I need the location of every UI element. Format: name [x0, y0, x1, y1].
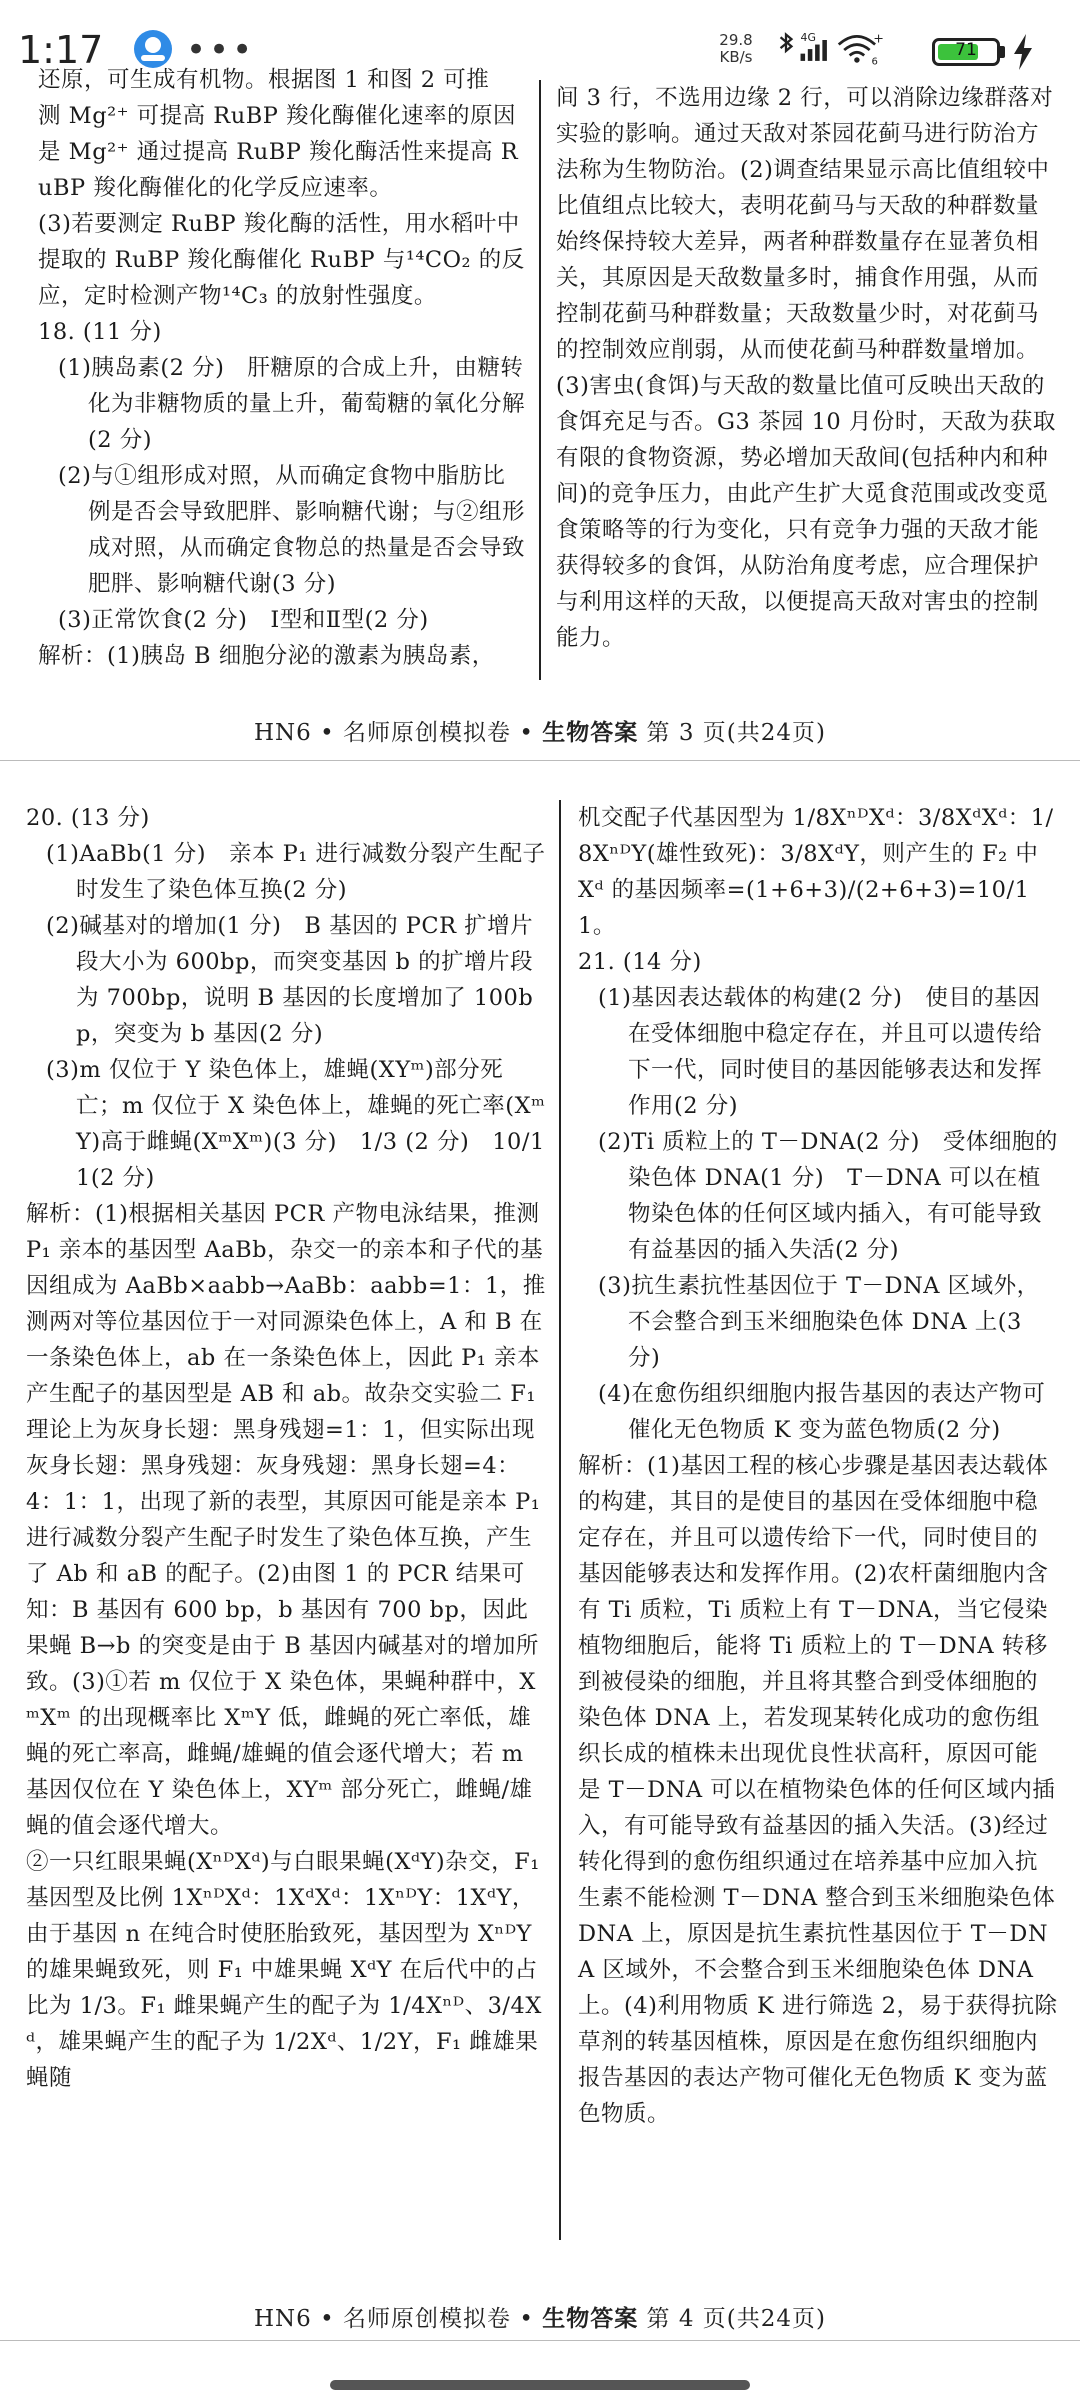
battery-level: 71	[955, 40, 977, 60]
answer-item: (1)AaBb(1 分) 亲本 P₁ 进行减数分裂产生配子时发生了染色体互换(2 分)	[46, 841, 546, 903]
cellular-signal-icon	[801, 31, 827, 61]
document-page-3	[0, 67, 1080, 760]
page-separator	[0, 760, 1080, 761]
signal-type-label: 4G	[800, 30, 816, 44]
page4-left-column	[26, 800, 546, 2096]
answer-item: (2)与①组形成对照，从而确定食物中脂肪比例是否会导致肥胖、影响糖代谢；与②组形成对照，从而确定食物总的热量是否会导致肥胖、影响糖代谢(3 分)	[58, 463, 526, 597]
column-divider	[559, 800, 561, 2240]
wifi-icon	[839, 31, 884, 68]
footer-suffix: 第 4 页(共24页)	[638, 2306, 826, 2332]
network-speed-unit: KB/s	[719, 48, 753, 66]
analysis-text: 解析：(1)胰岛 B 细胞分泌的激素为胰岛素，	[38, 643, 495, 669]
column-divider	[539, 80, 541, 680]
svg-text:+: +	[873, 30, 884, 46]
analysis-text: 解析：(1)根据相关基因 PCR 产物电泳结果，推测 P₁ 亲本的基因型 AaBb，杂交一的亲本和子代的基因组成为 AaBb×aabb→AaBb：aabb=1：1，推测两对等位基因位于一对同源染色体上，A 和 B 在一条染色体上，ab 在一条染色体上，因此 P₁ 亲本产生配子的基因型是 AB 和 ab。故杂交实验二 F₁ 理论上为灰身长翅：黑身残翅=1：1，但实际出现灰身长翅：黑身残翅：灰身残翅：黑身长翅=4：4：1：1，出现了新的表型，其原因可能是亲本 P₁ 进行减数分裂产生配子时发生了染色体互换，产生了 Ab 和 aB 的配子。(2)由图 1 的 PCR 结果可知：B 基因有 600 bp，b 基因有 700 bp，因此果蝇 B→b 的突变是由于 B 基因内碱基对的增加所致。(3)①若 m 仅位于 X 染色体，果蝇种群中，XᵐXᵐ 的出现概率比 XᵐY 低，雌蝇的死亡率低，雄蝇的死亡率高，雌蝇/雄蝇的值会逐代增大；若 m 基因仅位在 Y 染色体上，XYᵐ 部分死亡，雌蝇/雄蝇的值会逐代增大。	[26, 1201, 546, 1839]
footer-bold: 生物答案	[542, 720, 639, 746]
question-heading: 18. (11 分)	[38, 319, 162, 345]
clock: 1:17	[18, 28, 104, 72]
paragraph: 测 Mg²⁺ 可提高 RuBP 羧化酶催化速率的原因是 Mg²⁺ 通过提高 RuBP 羧化酶活性来提高 RuBP 羧化酶催化的化学反应速率。	[38, 103, 519, 201]
charging-bolt-icon	[1012, 34, 1034, 70]
network-speed	[712, 32, 760, 66]
answer-item: (4)在愈伤组织细胞内报告基因的表达产物可催化无色物质 K 变为蓝色物质(2 分)	[598, 1381, 1046, 1443]
answer-item: (2)Ti 质粒上的 T－DNA(2 分) 受体细胞的染色体 DNA(1 分) T－DNA 可以在植物染色体的任何区域内插入，有可能导致有益基因的插入失活(2 分)	[598, 1129, 1058, 1263]
footer-prefix: HN6 • 名师原创模拟卷 •	[254, 720, 543, 746]
page4-right-column	[578, 800, 1058, 2132]
home-indicator[interactable]	[330, 2380, 750, 2390]
more-notifications-icon: •••	[186, 30, 256, 70]
answer-item: (1)基因表达载体的构建(2 分) 使目的基因在受体细胞中稳定存在，并且可以遗传给下一代，同时使目的基因能够表达和发挥作用(2 分)	[598, 985, 1043, 1119]
page3-right-column	[556, 80, 1056, 656]
wifi-version-label: 6	[871, 56, 878, 68]
answer-item: (3)m 仅位于 Y 染色体上，雄蝇(XYᵐ)部分死亡；m 仅位于 X 染色体上，雄蝇的死亡率(XᵐY)高于雌蝇(XᵐXᵐ)(3 分) 1/3 (2 分) 10/11(2 分)	[46, 1057, 546, 1191]
connectivity-icons	[766, 30, 926, 70]
question-heading: 20. (13 分)	[26, 805, 150, 831]
network-speed-value: 29.8	[719, 31, 753, 49]
bluetooth-icon	[781, 35, 792, 51]
page-footer	[0, 714, 1080, 747]
answer-item: (3)抗生素抗性基因位于 T－DNA 区域外，不会整合到玉米细胞染色体 DNA 上(3 分)	[598, 1273, 1040, 1371]
footer-prefix: HN6 • 名师原创模拟卷 •	[254, 2306, 543, 2332]
analysis-text: ②一只红眼果蝇(XⁿᴰXᵈ)与白眼果蝇(XᵈY)杂交，F₁ 基因型及比例 1XⁿᴰXᵈ：1XᵈXᵈ：1XⁿᴰY：1XᵈY，由于基因 n 在纯合时使胚胎致死，基因型为 XⁿᴰY 的雄果蝇致死，则 F₁ 中雄果蝇 XᵈY 在后代中的占比为 1/3。F₁ 雌果蝇产生的配子为 1/4Xⁿᴰ、3/4Xᵈ，雄果蝇产生的配子为 1/2Xᵈ、1/2Y，F₁ 雌雄果蝇随	[26, 1849, 542, 2091]
analysis-text: 解析：(1)基因工程的核心步骤是基因表达载体的构建，其目的是使目的基因在受体细胞中稳定存在，并且可以遗传给下一代，同时使目的基因能够表达和发挥作用。(2)农杆菌细胞内含有 Ti 质粒，Ti 质粒上有 T－DNA，当它侵染植物细胞后，能将 Ti 质粒上的 T－DNA 转移到被侵染的细胞，并且将其整合到受体细胞的染色体 DNA 上，若发现某转化成功的愈伤组织长成的植株未出现优良性状高秆，原因可能是 T－DNA 可以在植物染色体的任何区域内插入，有可能导致有益基因的插入失活。(3)经过转化得到的愈伤组织通过在培养基中应加入抗生素不能检测 T－DNA 整合到玉米细胞染色体 DNA 上，原因是抗生素抗性基因位于 T－DNA 区域外，不会整合到玉米细胞染色体 DNA 上。(4)利用物质 K 进行筛选 2，易于获得抗除草剂的转基因植株，原因是在愈伤组织细胞内报告基因的表达产物可催化无色物质 K 变为蓝色物质。	[578, 1453, 1058, 2127]
answer-item: (2)碱基对的增加(1 分) B 基因的 PCR 扩增片段大小为 600bp，而突变基因 b 的扩增片段为 700bp，说明 B 基因的长度增加了 100bp，突变为 b 基因(2 分)	[46, 913, 534, 1047]
page-footer	[0, 2300, 1080, 2333]
footer-suffix: 第 3 页(共24页)	[638, 720, 826, 746]
analysis-text: 间 3 行，不选用边缘 2 行，可以消除边缘群落对实验的影响。通过天敌对茶园花蓟马进行防治方法称为生物防治。(2)调查结果显示高比值组较中比值组点比较大，表明花蓟马与天敌的种群数量始终保持较大差异，两者种群数量存在显著负相关，其原因是天敌数量多时，捕食作用强，从而控制花蓟马种群数量；天敌数量少时，对花蓟马的控制效应削弱，从而使花蓟马种群数量增加。(3)害虫(食饵)与天敌的数量比值可反映出天敌的食饵充足与否。G3 茶园 10 月份时，天敌为获取有限的食物资源，势必增加天敌间(包括种内和种间)的竞争压力，由此产生扩大觅食范围或改变觅食策略等的行为变化，只有竞争力强的天敌才能获得较多的食饵，从防治角度考虑，应合理保护与利用这样的天敌，以便提高天敌对害虫的控制能力。	[556, 85, 1056, 651]
page-separator	[0, 2340, 1080, 2341]
answer-item: (1)胰岛素(2 分) 肝糖原的合成上升，由糖转化为非糖物质的量上升，葡萄糖的氧化分解(2 分)	[58, 355, 526, 453]
page3-left-column	[38, 67, 528, 674]
answer-item: (3)正常饮食(2 分) Ⅰ型和Ⅱ型(2 分)	[58, 607, 429, 633]
paragraph: (3)若要测定 RuBP 羧化酶的活性，用水稻叶中提取的 RuBP 羧化酶催化 RuBP 与¹⁴CO₂ 的反应，定时检测产物¹⁴C₃ 的放射性强度。	[38, 211, 525, 309]
analysis-text: 机交配子代基因型为 1/8XⁿᴰXᵈ：3/8XᵈXᵈ：1/8XⁿᴰY(雄性致死)：3/8XᵈY，则产生的 F₂ 中 Xᵈ 的基因频率=(1+6+3)/(2+6+3)=10/11。	[578, 805, 1054, 939]
paragraph: 还原，可生成有机物。根据图 1 和图 2 可推	[38, 67, 490, 93]
battery-tip	[1000, 46, 1005, 58]
footer-bold: 生物答案	[542, 2306, 639, 2332]
document-page-4	[0, 770, 1080, 2350]
battery-icon	[932, 38, 1000, 66]
question-heading: 21. (14 分)	[578, 949, 702, 975]
